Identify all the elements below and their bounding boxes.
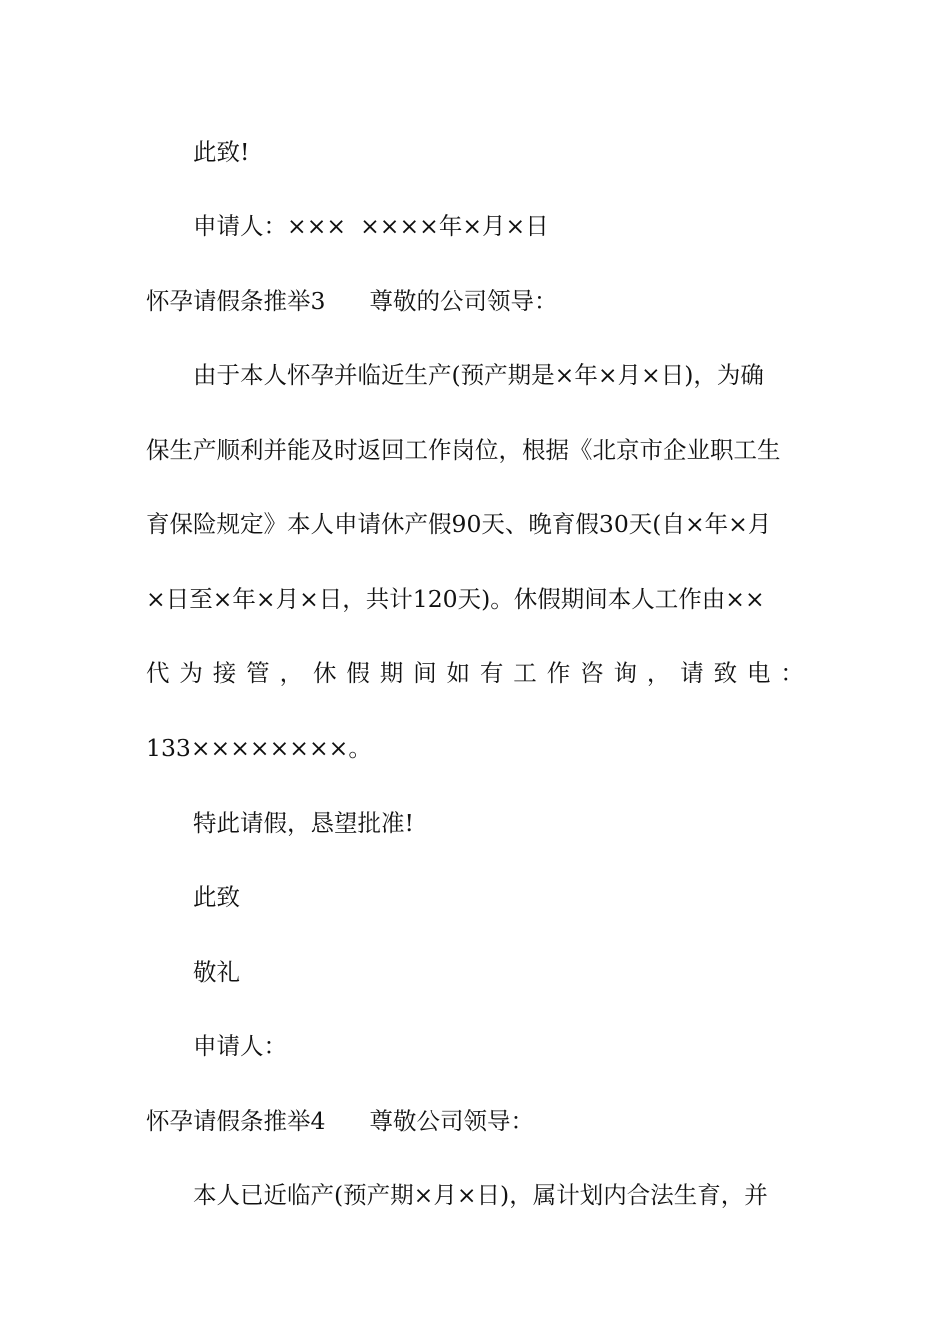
paragraph-line-justified bbox=[146, 658, 804, 688]
char: 休 bbox=[312, 659, 337, 687]
section-heading-3 bbox=[146, 286, 557, 316]
paragraph-line: 保生产顺利并能及时返回工作岗位，根据《北京市企业职工生 bbox=[146, 436, 781, 464]
applicant-label: 申请人：××× bbox=[193, 212, 347, 240]
request-line: 特此请假，恳望批准! bbox=[193, 809, 414, 837]
section-title: 怀孕请假条推举4 bbox=[146, 1107, 326, 1135]
char: 代 bbox=[146, 659, 170, 687]
salutation: 尊敬公司领导： bbox=[369, 1107, 534, 1135]
char: 有 bbox=[479, 659, 504, 687]
section-title: 怀孕请假条推举3 bbox=[146, 287, 326, 315]
char: ， bbox=[646, 659, 671, 687]
char: 为 bbox=[179, 659, 203, 687]
paragraph-line: 133××××××××。 bbox=[146, 734, 372, 762]
closing-line: 此致! bbox=[193, 138, 250, 166]
char: 请 bbox=[680, 659, 704, 687]
char: ， bbox=[279, 659, 304, 687]
char: 间 bbox=[413, 659, 437, 687]
char: 假 bbox=[346, 659, 370, 687]
char: 如 bbox=[446, 659, 471, 687]
char: 期 bbox=[379, 659, 404, 687]
paragraph-line: 由于本人怀孕并临近生产(预产期是×年×月×日)，为确 bbox=[193, 361, 764, 389]
char: 电 bbox=[747, 659, 771, 687]
section-heading-4 bbox=[146, 1106, 534, 1136]
applicant-line: 申请人： bbox=[193, 1032, 287, 1060]
paragraph-line: 本人已近临产(预产期×月×日)，属计划内合法生育，并 bbox=[193, 1181, 768, 1209]
char: 作 bbox=[546, 659, 571, 687]
char: 管 bbox=[246, 659, 270, 687]
char: 询 bbox=[613, 659, 637, 687]
closing-line: 此致 bbox=[193, 883, 240, 911]
regards-line: 敬礼 bbox=[193, 958, 240, 986]
char: 致 bbox=[713, 659, 738, 687]
paragraph-line: ×日至×年×月×日，共计120天)。休假期间本人工作由×× bbox=[146, 585, 765, 613]
date-text: ××××年×月×日 bbox=[360, 212, 549, 240]
char: 工 bbox=[513, 659, 537, 687]
salutation: 尊敬的公司领导： bbox=[369, 287, 558, 315]
char: ： bbox=[780, 659, 804, 687]
char: 咨 bbox=[580, 659, 604, 687]
char: 接 bbox=[212, 659, 237, 687]
paragraph-line: 育保险规定》本人申请休产假90天、晚育假30天(自×年×月 bbox=[146, 510, 772, 538]
applicant-date-line bbox=[193, 211, 549, 241]
